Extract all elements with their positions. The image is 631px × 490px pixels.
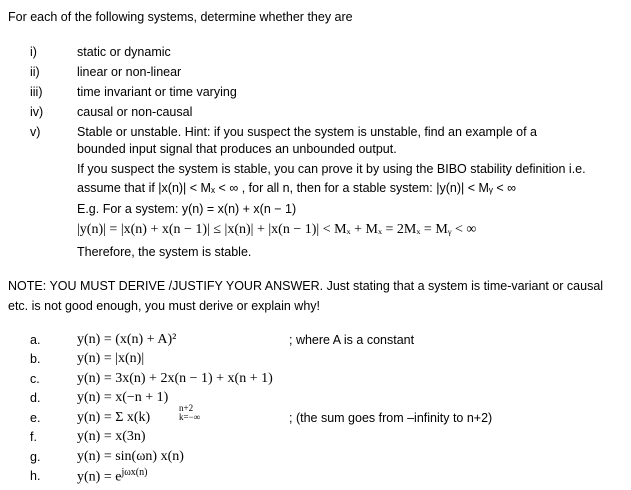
intro-text: For each of the following systems, determine whether they are (8, 10, 353, 24)
problem-item (30, 447, 620, 467)
problem-letter: a. (30, 332, 41, 347)
problem-list (30, 330, 620, 486)
problem-letter: f. (30, 430, 37, 445)
problem-letter: d. (30, 391, 41, 406)
problem-item (30, 330, 620, 350)
exponent: jωx(n) (121, 466, 148, 478)
problem-item (30, 369, 620, 389)
problem-equation: y(n) = x(3n) (77, 429, 146, 445)
problem-item (30, 403, 620, 428)
problem-item (30, 350, 620, 370)
stability-conclusion: Therefore, the system is stable. (77, 245, 252, 259)
problem-equation: y(n) = 3x(n) + 2x(n − 1) + x(n + 1) (77, 370, 273, 386)
criterion-number: v) (30, 125, 41, 139)
criterion-number: i) (30, 45, 37, 59)
problem-equation-sum (77, 403, 289, 426)
sum-upper-limit: n+2 (179, 403, 194, 413)
stability-derivation: |y(n)| = |x(n) + x(n − 1)| ≤ |x(n)| + |x(n − 1)| < Mₓ + Mₓ = 2Mₓ = Mᵧ < ∞ (77, 222, 477, 237)
criterion-text: linear or non-linear (77, 65, 182, 79)
problem-equation: y(n) = x(−n + 1) (77, 390, 169, 406)
problem-item (30, 389, 620, 409)
criterion-text: time invariant or time varying (77, 85, 237, 99)
criterion-number: ii) (30, 65, 40, 79)
problem-letter: h. (30, 469, 41, 484)
criteria-list (30, 42, 620, 142)
problem-equation-exp: $y(n) = e^{j\omega x(n)}$ (77, 466, 148, 485)
criterion-item (30, 42, 620, 62)
problem-letter: e. (30, 410, 41, 425)
stability-example-line: E.g. For a system: y(n) = x(n) + x(n − 1) (77, 202, 297, 216)
criterion-text: causal or non-causal (77, 105, 193, 119)
sum-limits (179, 404, 200, 422)
problem-note: ; where A is a constant (289, 332, 415, 347)
criterion-item (30, 102, 620, 122)
problem-note: ; (the sum goes from –infinity to n+2) (289, 410, 493, 425)
problem-equation: y(n) = sin(ωn) x(n) (77, 448, 184, 464)
stability-line: bounded input signal that produces an unbounded output. (77, 142, 397, 156)
problem-equation: y(n) = |x(n)| (77, 351, 145, 367)
sum-expression: y(n) = Σ x(k) (77, 409, 151, 425)
criterion-item (30, 82, 620, 102)
problem-letter: c. (30, 371, 40, 386)
criterion-item (30, 122, 620, 142)
criterion-number: iii) (30, 85, 43, 99)
problem-equation: y(n) = (x(n) + A)² (77, 331, 177, 347)
criterion-text: Stable or unstable. Hint: if you suspect the system is unstable, find an example of a (77, 125, 537, 139)
stability-line: If you suspect the system is stable, you can prove it by using the BIBO stability definition i.e. (77, 162, 586, 176)
problem-letter: g. (30, 449, 41, 464)
stability-bibo-line: assume that if |x(n)| < Mₓ < ∞ , for all n, then for a stable system: |y(n)| < Mᵧ < ∞ (77, 181, 517, 195)
problem-item (30, 428, 620, 448)
criterion-text: static or dynamic (77, 45, 171, 59)
note-paragraph: NOTE: YOU MUST DERIVE /JUSTIFY YOUR ANSWER. Just stating that a system is time-variant or causal etc. is not good enough, you must derive or explain why! (8, 279, 604, 313)
sum-lower-limit: k=−∞ (179, 412, 201, 422)
criterion-number: iv) (30, 105, 44, 119)
problem-letter: b. (30, 352, 41, 367)
criterion-item (30, 62, 620, 82)
problem-item (30, 467, 620, 487)
